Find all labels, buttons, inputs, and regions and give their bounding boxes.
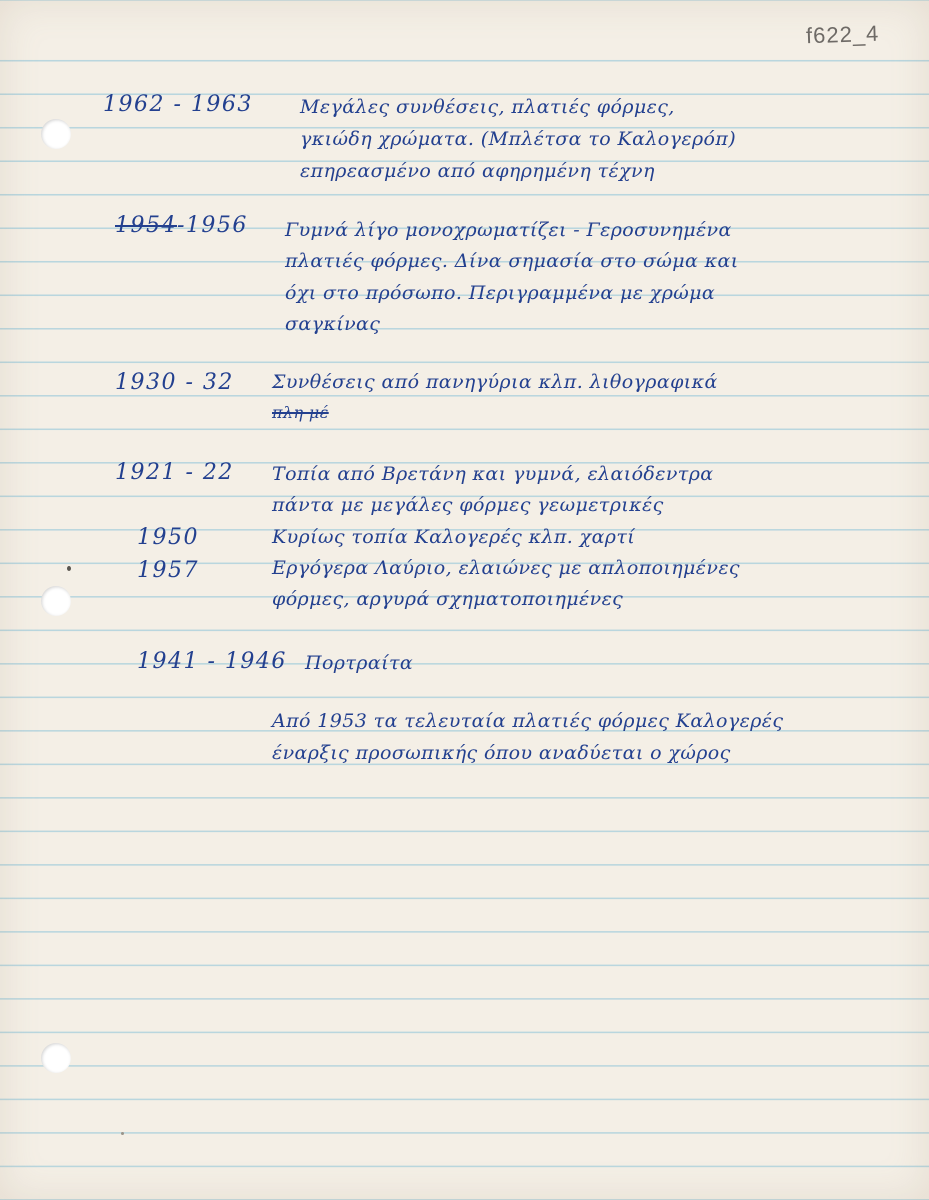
entry-date: 1921 - 22 [115, 460, 234, 485]
entry-date-struck: 1954 [115, 213, 177, 238]
entry-line: Από 1953 τα τελευταία πλατιές φόρμες Καλογερές [272, 710, 784, 732]
paper-speck [121, 1132, 124, 1135]
entry-date: 1941 - 1946 [137, 649, 287, 674]
entry-line: φόρμες, αργυρά σχηματοποιημένες [272, 588, 624, 610]
punch-hole-bottom [41, 1043, 71, 1073]
punch-hole-middle [41, 586, 71, 616]
entry-line: έναρξις προσωπικής όπου αναδύεται ο χώρος [272, 742, 731, 764]
entry-line: όχι στο πρόσωπο. Περιγραμμένα με χρώμα [285, 282, 716, 304]
entry-line: Εργόγερα Λαύριο, ελαιώνες με απλοποιημένες [272, 557, 740, 579]
entry-line: σαγκίνας [285, 313, 381, 335]
entry-line: Κυρίως τοπία Καλογερές κλπ. χαρτί [272, 526, 636, 548]
entry-line: Τοπία από Βρετάνη και γυμνά, ελαιόδεντρα [272, 463, 714, 485]
entry-date: 1957 [137, 558, 199, 583]
entry-line: Πορτραίτα [305, 652, 414, 674]
entry-line: πάντα με μεγάλες φόρμες γεωμετρικές [272, 494, 664, 516]
paper-speck [67, 566, 71, 571]
entry-line: Γυμνά λίγο μονοχρωματίζει - Γεροσυνημένα [285, 219, 732, 241]
entry-line: πλατιές φόρμες. Δίνα σημασία στο σώμα και [285, 250, 739, 272]
entry-line: γκιώδη χρώματα. (Μπλέτσα το Καλογερόπ) [300, 128, 737, 150]
entry-line: επηρεασμένο από αφηρημένη τέχνη [300, 160, 655, 182]
entry-date: -1956 [177, 213, 248, 238]
entry-date: 1950 [137, 525, 199, 550]
entry-date-group [115, 213, 248, 238]
entry-line: Συνθέσεις από πανηγύρια κλπ. λιθογραφικά [272, 371, 718, 393]
entry-date: 1930 - 32 [115, 370, 234, 395]
archive-reference: f622_4 [805, 20, 880, 49]
entry-line: Μεγάλες συνθέσεις, πλατιές φόρμες, [300, 96, 675, 118]
punch-hole-top [41, 119, 71, 149]
entry-struck-line: πλη μέ [272, 403, 329, 422]
entry-date: 1962 - 1963 [103, 92, 253, 117]
